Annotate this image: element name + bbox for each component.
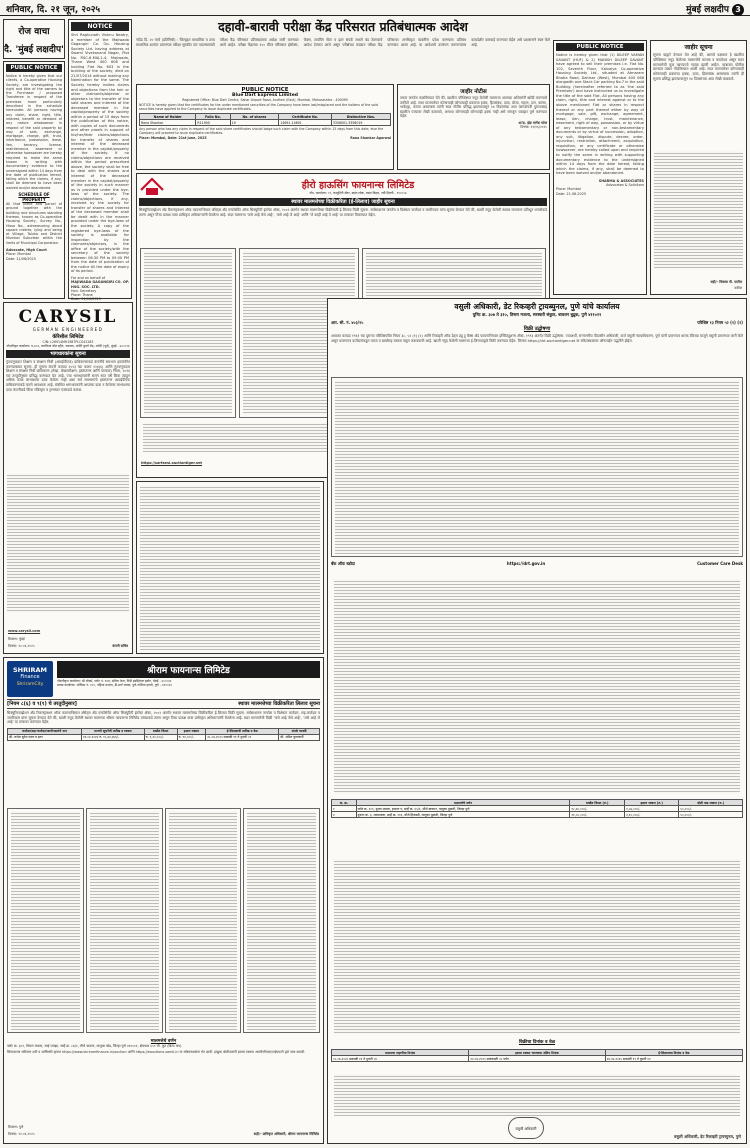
drt-cell: १,८७,०००/- — [625, 806, 679, 812]
drt-proclamation: परिशिष्ट १३ नियम ५२ (१) (२) — [697, 320, 743, 325]
society-notice-body: Shri Raghunath Vishnu Neatry, a member of the Majiwada Gagangiri Co. Op. Housing Society Ltd. having address at Swami Vivekanand Nagar, Plot No. RSC-6-MAJ-1-4, Majiwada, Thane West 400 606 and holding Flat No. 603 in the building of the society, died on 21/07/2014 without making any Nomination for the same. The Society hereby invites claims and objections from the heir or other claimants/objector or objectors to the transfer of the said shares and interest of the deceased member in the capital/property of the society within a period of 15 days from the publication of this notice, with copies of such documents and other proofs in support of his/her/their claims/objections for transfer of shares and interest of the deceased member in the capital/property of the society. If no claims/objections are received within the period prescribed above, the society shall be free to deal with the shares and interest of the deceased member in the capital/property of the society in such manner as is provided under the bye-laws of the society. The claims/objections, if any, received by the society for transfer of shares and interest of the deceased member shall be dealt with in the manner provided under the bye-laws of the society. A copy of the registered bye-laws of the society is available for inspection by the claimants/objectors, in the office of the society/with the secretary of the society between 06.30 PM to 09.00 PM from the date of publication of the notice till the date of expiry of its period. — [71, 33, 129, 274]
notice-date: Date: 21/06/2025 — [6, 256, 36, 261]
jahir-mid-body: तमाम जनतेस कळविण्यात येते की, खालील परिशिष्टात नमूद केलेली मालमत्ता आमच्या अशिलांनी खरेदी करण्याचे ठरविले आहे. सदर मालमत्तेवर कोणाचाही कोणत्याही प्रकारचा हक्क, हितसंबंध, दावा, बोजा, गहाण, दान, वारसा, भाडेपट्टा, कब्जा असल्यास त्यांनी सदर नोटीस प्रसिद्ध झाल्यापासून १४ दिवसांच्या आत कागदोपत्री पुराव्यासह खालील पत्त्यावर लेखी कळवावे, अन्यथा कोणाचाही कोणताही हक्क नाही असे समजून व्यवहार पूर्ण करण्यात येईल. — [400, 96, 547, 119]
jahir-right-body: सूचना याद्वारे देण्यात येत आहे की, आमचे पक्षकार हे खालील परिशिष्टात नमूद केलेल्या मालमत्तेचे मालक व कब्जेदार असून सदर मालमत्तेची मूळ कागदपत्रे गहाळ झाली आहेत. याबाबत पोलीस ठाण्यात तक्रार नोंदविण्यात आली आहे. सदर मालमत्तेवर कोणाचाही कोणत्याही प्रकारचा हक्क, दावा, हितसंबंध असल्यास त्यांनी ही सूचना प्रसिद्ध झाल्यापासून १४ दिवसांच्या आत लेखी कळवावे. — [653, 53, 744, 81]
shriram-col-demand: मागणी सूचनेची तारीख व रक्कम — [81, 728, 144, 734]
shriram-address: नोंदणीकृत कार्यालय: श्री टॉवर्स, प्लॉट नं. १४ए, दक्षिण फेज, गिंडी इंडस्ट्रियल इस्टेट, चेन्नई - ६०००३२ — [57, 679, 172, 683]
carysil-sign: कंपनी सचिव — [112, 643, 128, 648]
shriram-logo — [7, 661, 53, 697]
carysil-tagline: GERMAN ENGINEERED — [32, 327, 104, 332]
share-table — [139, 113, 391, 126]
headline-article — [136, 19, 550, 81]
shriram-cell: रु. ९,२०,०००/- — [144, 734, 177, 740]
drt-sale-title: विक्री उद्घोषणा — [523, 326, 551, 332]
shriram-logo-top: SHRIRAM — [12, 666, 48, 674]
hero-header — [139, 176, 547, 196]
shriram-cell: २८.०७.२०२५ सकाळी ११ ते दुपारी ०१ — [206, 734, 279, 740]
share-col-shares: No. of shares — [230, 114, 279, 120]
shriram-property — [7, 1038, 320, 1055]
jahir-right-role: वकील — [734, 285, 742, 290]
drt-notice — [327, 298, 747, 1144]
drt-sched-cell: २४.०७.२०२५ सकाळी ११ ते दुपारी १२ — [605, 1056, 742, 1062]
drt-col-emd: इसारा रक्कम (रु.) — [625, 800, 679, 806]
carysil-sub: कॅरिसील लिमिटेड — [52, 334, 84, 340]
drt-cell: १८,७०,०००/- — [570, 806, 625, 812]
right-notice-title: PUBLIC NOTICE — [556, 43, 644, 51]
share-notice-reg: Registered Office: Blue Dart Centre, Sahar Airport Road, Andheri (East), Mumbai, Maharashtra - 400099 — [182, 98, 348, 102]
drt-instructions — [331, 1074, 743, 1116]
paper-name — [686, 2, 744, 16]
shriram-rule-row — [7, 699, 320, 709]
drt-cell: १ — [332, 806, 357, 812]
shriram-property-desc: फ्लॅट क्र. ३०२, तिसरा मजला, साई प्लाझा, सर्व्हे क्र. ८७/१, मौजे चाकण, तालुका खेड, जिल्हा पुणे ४१०५०१, क्षेत्रफळ ६५० चौ. फूट (बिल्ट अप) — [7, 1044, 182, 1048]
shriram-cell: रु. ९२,०००/- — [177, 734, 206, 740]
carysil-details — [4, 473, 132, 613]
schedule-body: All that piece and parcel of ground together with the building and structures standing thereon, known as Co-operative Housing Society, Survey No., Hissa No., admeasuring about square metres, lying and being at Village, Taluka and District Mumbai Suburban within the limits of Municipal Corporation. — [6, 202, 62, 245]
drt-col-desc: मालमत्तेचे वर्णन — [356, 800, 570, 806]
drt-website: https://drt.gov.in — [506, 561, 546, 566]
hero-section-title: स्थावर मालमत्तेच्या विक्रीकरिता (ई-लिलाव) जाहीर सूचना — [139, 198, 547, 206]
drt-body: आयकर कायदा १९६१ च्या दुसऱ्या परिशिष्टातील नियम ३८, ५२ (१) (२) आणि रिकव्हरी ऑफ डेट्स ड्यू टू बँक्स अँड फायनान्शियल इन्स्टिट्यूशन्स ॲक्ट, १९९३ अंतर्गत विक्री उद्घोषणा. ज्याअर्थी, सन्माननीय पीठासीन अधिकारी, कर्ज वसुली न्यायाधिकरण, पुणे यांनी प्रमाणपत्र धारक बँकेच्या बाजूने वसुली प्रमाणपत्र जारी केले असून प्रमाणपत्र कर्जदारांकडून व्याज व खर्चासह रक्कम वसुल करावयाची आहे. खाली नमूद केलेली मालमत्ता ई-लिलावाद्वारे विक्री करण्यात येईल. लिलाव https://drt.auctiontiger.net या संकेतस्थळावर ऑनलाईन पद्धतीने होईल. — [331, 334, 743, 343]
drt-col-no: अ. क्र. — [332, 800, 357, 806]
society-notice — [68, 19, 132, 302]
drt-cell: दुकान क्र. ३, तळमजला, सर्व्हे क्र. ११२, मौजे हिंजवडी, तालुका मुळशी, जिल्हा पुणे — [356, 812, 570, 818]
society-date: Date: 21/06/2025 — [71, 297, 101, 302]
issue-date: शनिवार, दि. २१ जून, २०२५ — [6, 5, 101, 15]
share-notice-name: Rana Shankar Agarwal — [350, 136, 391, 140]
drt-address: युनिट क्र. ३०७ ते ३१०, तिसरा मजला, सरस्वती संकुल, बावधन बुद्रुक, पुणे ४११०२१ — [472, 312, 602, 317]
right-notice-place: Place: Mumbai — [556, 187, 581, 192]
notice-place: Place: Mumbai — [6, 252, 31, 257]
drt-col-reserve: राखीव किंमत (रु.) — [570, 800, 625, 806]
share-notice-body: NOTICE is hereby given that the certificates for the under mentioned securities of the Company have been lost/misplaced and the holders of the said securities have applied to the Company to issue duplicate certificates. — [139, 103, 378, 111]
hero-name: हीरो हाऊसिंग फायनान्स लिमिटेड — [301, 179, 415, 191]
shriram-col-reserve: राखीव किंमत — [144, 728, 177, 734]
shriram-terms: लिलावाच्या सविस्तर अटी व शर्तींसाठी कृपया https://www.shriramfinance.in/auction आणि https://eauctions.samil.in या संकेतस्थळांना भेट द्यावी. इच्छुक बोलीदारांनी इसारा रक्कम आरटीजीएस/एनईएफटी द्वारे जमा करावी. — [7, 1050, 306, 1055]
shriram-cell: श्री. अमित कुलकर्णी — [279, 734, 320, 740]
shriram-branch: शाखा कार्यालय: ऑफिस नं. १०१, पहिला मजला, डी-मार्ट जवळ, पुणे-नाशिक हायवे, पुणे - ४११०६२ — [57, 683, 172, 687]
notice-title: PUBLIC NOTICE — [6, 64, 62, 72]
drt-cell: २१,००,०००/- — [570, 812, 625, 818]
headline-body: नांदेड दि. २० मार्च (प्रतिनिधी) : जिल्ह्यात माध्यमिक व उच्च माध्यमिक शालांत प्रमाणपत्र परीक्षा सुरळीत पार पाडण्यासाठी परीक्षा केंद्र परिसरात प्रतिबंधात्मक आदेश जारी करण्यात आले आहेत. परीक्षा केंद्राच्या १०० मीटर परिसरात झेरॉक्स, फॅक्स, टायपिंग सेंटर व इतर संपर्क साधने बंद ठेवण्याचे आदेश देण्यात आले असून परीक्षेच्या काळात परीक्षा केंद्र परिसरात अनधिकृत व्यक्तींना प्रवेश करण्यास प्रतिबंध करण्यात आला आहे. या आदेशाचे उल्लंघन करणाऱ्यांवर कायदेशीर कारवाई करण्यात येईल असे प्रशासनाने स्पष्ट केले आहे. — [136, 38, 550, 47]
shriram-rule: [नियम ८(६) व ९(१) चे तरतुदीनुसार] — [7, 701, 77, 707]
table-row — [332, 812, 743, 818]
drt-terms — [331, 859, 743, 1034]
jahir-right-schedule — [651, 151, 746, 269]
jahir-notice-right — [650, 40, 747, 295]
society-name: MAJIWADA GAGANGIRI CO. OP. HSG. SOC. LTD. — [71, 280, 129, 289]
drt-cell: ५०,०००/- — [679, 806, 743, 812]
shriram-col — [86, 808, 163, 1033]
share-notice-place: Place: Mumbai, Date: 21st June, 2025 — [139, 136, 207, 140]
drt-sched-col-inspection: मालमत्ता पाहणीचा दिनांक — [332, 1050, 469, 1056]
public-notice-right — [553, 40, 647, 295]
shriram-logo-sub: ShriramCity — [16, 682, 44, 687]
drt-details-grid — [331, 377, 743, 557]
society-notice-for: For and on behalf of — [71, 275, 106, 280]
jahir-right-title: जाहीर सूचना — [684, 44, 713, 51]
shriram-property-title: मालमत्तेचे वर्णन — [150, 1039, 177, 1044]
drt-schedule-title: विक्रीचा दिनांक व वेळ — [518, 1040, 556, 1045]
share-notice-title: PUBLIC NOTICE — [241, 87, 289, 93]
public-notice-left — [3, 61, 65, 299]
table-row — [8, 734, 320, 740]
shriram-col — [243, 808, 320, 1033]
shriram-col-borrower: कर्जदार/सह-कर्जदार/जामीनदारांचे नाव — [8, 728, 82, 734]
drt-cell: ५०,०००/- — [679, 812, 743, 818]
hero-address: नोंद. कार्यालय: ०९, कम्युनिटी सेंटर, बसंत लोक, वसंत विहार, नवी दिल्ली - ११००५७ — [309, 190, 407, 195]
jahir-notice-mid — [397, 84, 550, 170]
share-certificate-notice — [136, 84, 394, 170]
carysil-logo: CARYSIL — [18, 307, 118, 327]
shriram-table — [7, 728, 320, 741]
shriram-logo-mid: Finance — [20, 674, 40, 680]
drt-title: वसुली अधिकारी, डेट रिकव्हरी ट्रायब्युनल, पुणे यांचे कार्यालय — [454, 302, 620, 311]
drt-property-table — [331, 799, 743, 818]
shriram-col-auction: ई-लिलावाची तारीख व वेळ — [206, 728, 279, 734]
shriram-place: ठिकाण: पुणे — [8, 1124, 24, 1129]
headline-title: दहावी-बारावी परीक्षा केंद्र परिसरात प्रतिबंधात्मक आदेश — [218, 19, 468, 34]
share-cell-dist: 3358001-3358019 — [331, 120, 390, 126]
shriram-notice — [3, 657, 324, 1144]
share-col-holder: Name of Holder — [140, 114, 196, 120]
shriram-date: दिनांक: २१.०६.२०२५ — [8, 1131, 35, 1136]
shriram-col-emd: इसारा रक्कम — [177, 728, 206, 734]
shriram-sign: सही/- प्राधिकृत अधिकारी, श्रीराम फायनान्स लिमिटेड — [253, 1131, 319, 1136]
hero-body: सिक्युरिटायझेशन अँड रिकन्स्ट्रक्शन ऑफ फायनान्शियल ॲसेट्स अँड एन्फोर्समेंट ऑफ सिक्युरिटी इंटरेस्ट ॲक्ट, २००२ अंतर्गत स्थावर मालमत्तेच्या विक्रीसाठी ई-लिलाव विक्री सूचना. सर्वसाधारण जनतेस व विशेषतः कर्जदार व जामीनदार यांना सूचना देण्यात येते की, खाली नमूद केलेली स्थावर मालमत्ता प्रतिभूत धनकोकडे तारण असून तिचा प्रत्यक्ष ताबा प्राधिकृत अधिकाऱ्यांनी घेतलेला आहे. सदर मालमत्ता 'जसे आहे जेथे आहे', 'जसे आहे जे आहे' आणि 'जे काही आहे ते आहे' या तत्त्वावर विकण्यात येईल. — [139, 208, 547, 217]
hero-continued — [136, 481, 324, 654]
shriram-auction: स्थावर मालमत्तेच्या विक्रीकरिता लिलाव सूचना — [238, 701, 320, 707]
share-notice-sign-row — [139, 136, 391, 140]
share-col-folio: Folio No. — [196, 114, 230, 120]
drt-cell: फ्लॅट क्र. २०१, दुसरा मजला, इमारत ए, सर्व्हे क्र. ४५/२, मौजे बावधन, तालुका मुळशी, जिल्हा पुणे — [356, 806, 570, 812]
promo-line-1: रोज वाचा — [18, 27, 50, 37]
right-notice-date: Date: 21-06-2025 — [556, 191, 587, 196]
drt-cell: २,१०,०००/- — [625, 812, 679, 818]
share-col-cert: Certificate No. — [279, 114, 332, 120]
notice-sign: Advocate, High Court — [6, 247, 47, 252]
drt-seal: वसुली अधिकारी — [508, 1117, 544, 1139]
share-cell-holder: Rana Shankar — [140, 120, 196, 126]
society-sign: Hon. Secretary — [71, 288, 97, 293]
jahir-mid-sign: अॅड. झेड मार्गेश पटेल — [518, 120, 547, 125]
drt-sched-col-auction: ई-लिलावाचा दिनांक व वेळ — [605, 1050, 742, 1056]
drt-cell: २ — [332, 812, 357, 818]
shriram-header — [7, 661, 320, 697]
drt-sched-cell: ०८.०७.२०२५ सकाळी ११ ते दुपारी ०४ — [332, 1056, 469, 1062]
society-place: Place: Thane — [71, 293, 93, 298]
page-header — [0, 0, 750, 16]
carysil-notice — [3, 302, 133, 654]
carysil-cin: CIN: L26914MH1987PLC042283 — [42, 340, 94, 344]
notice-body: Notice is hereby given that our clients, a Co-operative Housing Society, are investigating the right and title of the owners to the Purchaser / proposed Transferee in respect of the premises more particularly described in the schedule hereunder. All persons having any claim, share, right, title, interest, benefit or demand of any nature whatsoever in respect of the said property by way of sale, exchange, mortgage, charge, gift, trust, inheritance, possession, lease, lien, tenancy, license, maintenance, easement or otherwise howsoever are hereby required to make the same known in writing with documentary evidence to the undersigned within 14 days from the date of publication hereof, failing which the claims, if any, shall be deemed to have been waived and/or abandoned. — [6, 74, 62, 190]
share-cell-shares: 19 — [230, 120, 279, 126]
share-cell-cert: 14691-14691 — [279, 120, 332, 126]
shriram-col — [7, 808, 84, 1033]
hero-col — [140, 248, 236, 418]
shriram-cell: श्री. राजेश सुरेश पवार व इतर — [8, 734, 82, 740]
carysil-bar: भागधारकांना सूचना — [6, 350, 130, 358]
society-notice-title: NOTICE — [71, 22, 129, 31]
drt-col-bid: बोली वाढ रक्कम (रु.) — [679, 800, 743, 806]
page-number: 3 — [732, 4, 744, 16]
shriram-details-grid — [7, 808, 320, 1033]
drt-sign: वसुली अधिकारी, डेट रिकव्हरी ट्रायब्युनल, पुणे — [674, 1133, 741, 1139]
share-notice-footer: Any person who has any claim in respect of the said share certificates should lodge such claim with the Company within 15 days from this date, else the Company will proceed to issue duplicate certificates. — [139, 127, 384, 135]
carysil-body: गुंतवणूकदार शिक्षण व संरक्षण निधी (आयईपीएफ) प्राधिकरणाकडे कंपनीचे समभाग हस्तांतरित करण्याबाबत सूचना. ही सूचना कंपनी कायदा २०१३ च्या कलम १२४(६) आणि गुंतवणूकदार शिक्षण व संरक्षण निधी प्राधिकरण (लेखा, लेखापरीक्षण, हस्तांतरण आणि परतावा) नियम, २०१६ च्या तरतुदीनुसार प्रसिद्ध करण्यात येत आहे. ज्या भागधारकांनी सलग सात वर्षे किंवा त्याहून अधिक काळ लाभांशाचा दावा केलेला नाही अशा सर्व समभागांचे हस्तांतरण आयईपीएफ प्राधिकरणाकडे करणे आवश्यक आहे. संबंधित भागधारकांनी आपल्या दावा न केलेल्या लाभांशाचा दावा कंपनीकडे किंवा रजिस्ट्रार व ट्रान्सफर एजंटकडे करावा. — [6, 360, 130, 392]
schedule-title: SCHEDULE OF PROPERTY — [18, 192, 50, 203]
drt-sched-col-emd: इसारा रक्कम भरण्याचा अंतिम दिनांक — [469, 1050, 605, 1056]
carysil-date: दिनांक: २०.०६.२०२५ — [8, 643, 35, 648]
share-notice-company: Blue Dart Express Limited — [232, 93, 298, 98]
carysil-website: www.carysil.com — [8, 628, 41, 633]
right-notice-firm: SHARMA & ASSOCIATES — [598, 178, 644, 183]
promo-box — [3, 19, 65, 59]
table-row — [140, 120, 391, 126]
right-notice-role: Advocates & Solicitors — [606, 183, 644, 188]
paper-title: मुंबई लक्षदीप — [686, 5, 729, 15]
hero-website: https://sarfaesi.auctiontiger.net — [141, 460, 203, 465]
jahir-mid-date: दिनांक: २१/०६/२०२५ — [520, 125, 547, 130]
share-cell-folio: R11900 — [196, 120, 230, 126]
jahir-mid-title: जाहीर नोटीस — [460, 89, 487, 95]
carysil-place: ठिकाण: मुंबई — [8, 636, 25, 641]
drt-schedule-table — [331, 1049, 743, 1062]
shriram-title: श्रीराम फायनान्स लिमिटेड — [57, 661, 320, 678]
drt-helpline: Customer Care Desk — [697, 561, 743, 566]
jahir-right-sign: सही/- विकास पी. पाटील — [710, 279, 742, 284]
right-notice-body: Notice is hereby given that (1) DILEEP VAMAN SAVANT (HUF) & 2) MANISH DILEEP SAVANT have agreed to sell their premises i.e. Flat No. 102, Seventh Floor, Kalvalya Co-operative Housing Society Ltd., situated at Atmaram Bhatia Road, Dahisar (West), Mumbai 400 068 alongwith one Stack Car parking No.7 in the said Building (hereinafter referred to as 'the said Premises') and have instructed us to investigate the title of the said Flat. All persons having any claim, right, title and interest against or to the above mentioned Flat or shares in respect thereof or any part thereof either by way of mortgage, sale, gift, exchange, agreement, lease, lien, charge, trust, maintenance, easement, right of way, possession, or by virtue of any testamentary or non-testamentary documents or by virtue of succession, adoption, any suit, litigation, dispute, decree, order, injunction, restriction, attachment, acquisition, requisition, or any certificate or otherwise howsoever, are hereby called upon and required to notify the same in writing with supporting documentary evidence to the undersigned within 14 days from the date hereof, failing which the claims, if any, shall be deemed to have been waived and/or abandoned. — [556, 53, 644, 176]
drt-conditions — [331, 579, 743, 794]
drt-case-no: आर. सी. नं. ४०३/२५ — [331, 320, 364, 325]
drt-sched-cell: २२.०७.२०२५ सायंकाळी ०५ पर्यंत — [469, 1056, 605, 1062]
carysil-address: नोंदणीकृत कार्यालय: ए-७०२, कनकिया वॉल स्ट्रीट, चकाला, अंधेरी कुर्ला रोड, अंधेरी (पूर्व), मुंबई - ४०००९३ — [6, 344, 130, 348]
drt-bank: बँक ऑफ बडोदा — [331, 561, 355, 566]
promo-line-2: दै. 'मुंबई लक्षदीप' — [4, 45, 64, 55]
shriram-body: सिक्युरिटायझेशन अँड रिकन्स्ट्रक्शन ऑफ फायनान्शियल ॲसेट्स अँड एन्फोर्समेंट ऑफ सिक्युरिटी इंटरेस्ट ॲक्ट, २००२ अंतर्गत स्थावर मालमत्तेच्या विक्रीकरिता ई-लिलाव विक्री सूचना. सर्वसाधारण जनतेस व विशेषतः कर्जदार, सह-कर्जदार व जामीनदार यांना सूचना देण्यात येते की, खाली नमूद केलेली स्थावर मालमत्ता श्रीराम फायनान्स लिमिटेड यांच्याकडे तारण असून तिचा प्रत्यक्ष ताबा प्राधिकृत अधिकाऱ्यांनी घेतलेला आहे. सदर मालमत्तेची विक्री 'जसे आहे जेथे आहे', 'जसे आहे जे आहे' या तत्त्वावर करण्यात येईल. — [7, 711, 320, 725]
drt-bank-row — [331, 561, 743, 577]
share-col-dist: Distinctive Nos. — [331, 114, 390, 120]
shriram-cell: १२.०२.२०२४ रु. १८,४२,३५६/- — [81, 734, 144, 740]
shriram-col — [165, 808, 242, 1033]
table-row — [332, 1056, 743, 1062]
shriram-col-contact: संपर्क व्यक्ती — [279, 728, 320, 734]
hero-logo-icon — [139, 176, 165, 196]
